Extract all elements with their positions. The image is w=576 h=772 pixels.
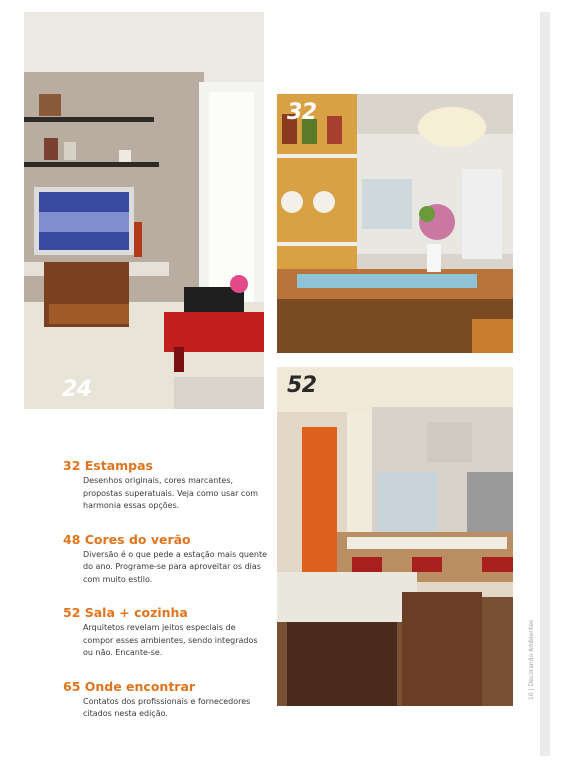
photo-number-32: 32 bbox=[287, 100, 317, 125]
toc-entry-onde-encontrar bbox=[63, 679, 268, 721]
toc-entry-title: 32 Estampas bbox=[63, 458, 153, 473]
toc-entry-title: 52 Sala + cozinha bbox=[63, 605, 188, 620]
toc-entry-description: Diversão é o que pede a estação mais quente do ano. Programe-se para aproveitar os dias com muito estilo. bbox=[83, 549, 268, 584]
kitchen-bar-photo bbox=[277, 367, 513, 706]
toc-entry-cores-do-verao bbox=[63, 532, 268, 587]
photo-number-24: 24 bbox=[62, 377, 92, 402]
side-bar bbox=[540, 12, 550, 756]
toc-entry-title: 65 Onde encontrar bbox=[63, 678, 196, 694]
kitchen-dining-photo bbox=[277, 94, 513, 353]
toc-entry-description: Arquitetos revelam jeitos especiais de compor esses ambientes, sendo integrados ou não. Encante-se. bbox=[83, 623, 258, 657]
toc-entry-description: Desenhos originais, cores marcantes, propostas superatuais. Veja como usar com harmonia essas opções. bbox=[83, 476, 259, 510]
toc-entry-description: Contatos dos profissionais e fornecedores citados nesta edição. bbox=[83, 696, 251, 718]
photo-number-52: 52 bbox=[287, 373, 317, 398]
toc-entry-title: 48 Cores do verão bbox=[63, 531, 191, 547]
toc-entry-estampas bbox=[63, 458, 268, 513]
living-room-photo bbox=[24, 12, 264, 409]
side-folio-text: 10 | Decorando Ambientes bbox=[528, 619, 535, 700]
table-of-contents bbox=[63, 458, 268, 740]
toc-entry-sala-cozinha bbox=[63, 605, 268, 660]
